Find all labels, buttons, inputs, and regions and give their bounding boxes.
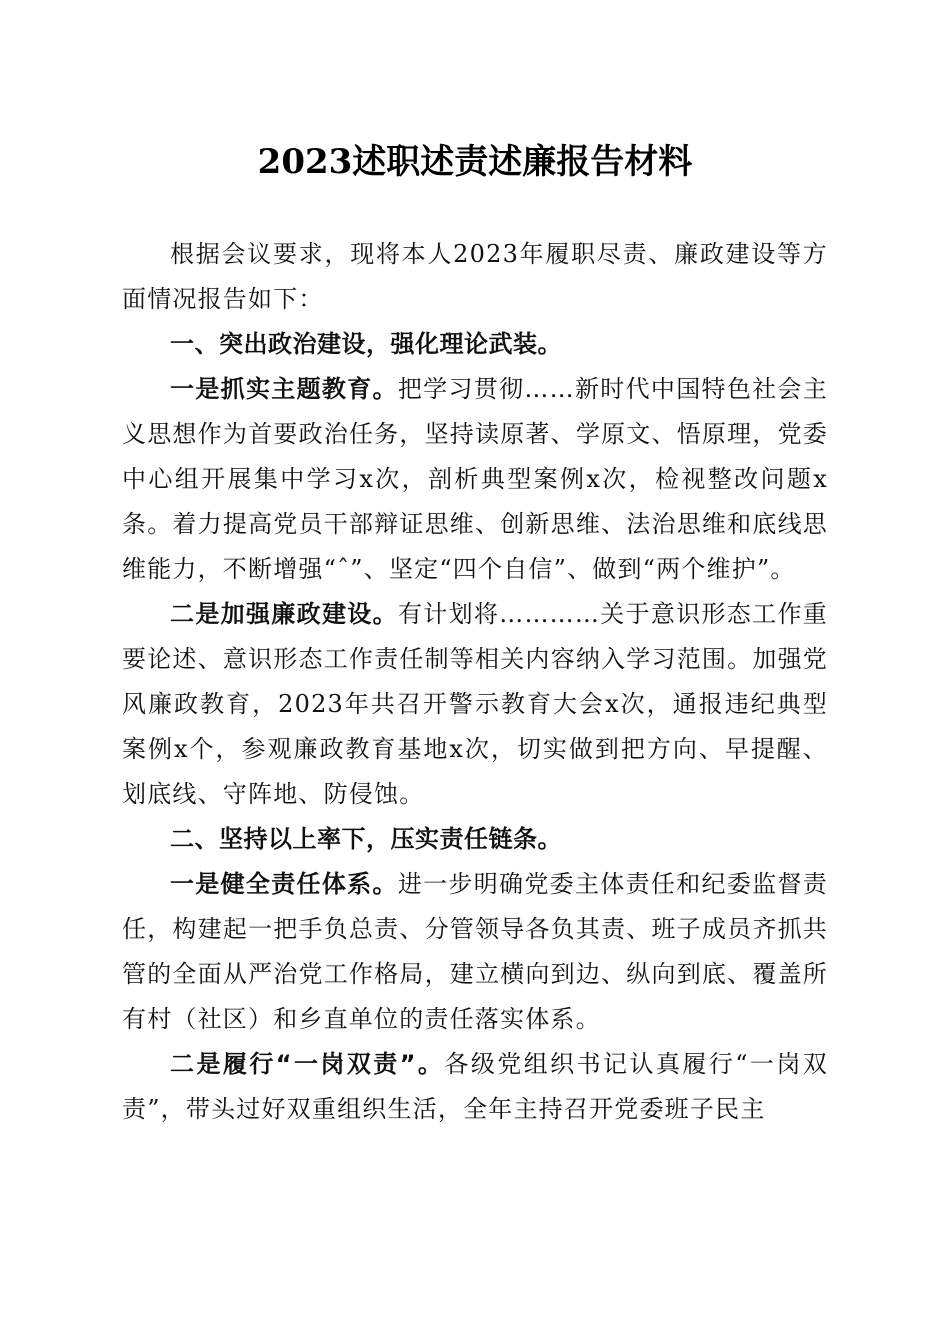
section-2-paragraph-2-lead: 二是履行“一岗双责”。 — [170, 1050, 445, 1078]
section-2-heading: 二、坚持以上率下，压实责任链条。 — [170, 825, 562, 853]
section-2-paragraph-1-lead: 一是健全责任体系。 — [170, 870, 398, 898]
section-1-paragraph-2-lead: 二是加强廉政建设。 — [170, 600, 398, 628]
document-title: 2023述职述责述廉报告材料 — [257, 142, 693, 182]
section-1-paragraph-1 — [122, 367, 828, 592]
section-2-paragraph-1-body: 进一步明确党委主体责任和纪委监督责任，构建起一把手负总责、分管领导各负其责、班子成员齐抓共管的全面从严治党工作格局，建立横向到边、纵向到底、覆盖所有村（社区）和乡直单位的责任落实体系。 — [122, 870, 828, 1033]
intro-paragraph: 根据会议要求，现将本人2023年履职尽责、廉政建设等方面情况报告如下： — [122, 240, 828, 313]
section-2-paragraph-1 — [122, 862, 828, 1042]
document-body — [122, 232, 828, 1132]
section-1-paragraph-1-body: 把学习贯彻……新时代中国特色社会主义思想作为首要政治任务，坚持读原著、学原文、悟原理，党委中心组开展集中学习x次，剖析典型案例x次，检视整改问题x条。着力提高党员干部辩证思维、创新思维、法治思维和底线思维能力，不断增强“ˆ”、坚定“四个自信”、做到“两个维护”。 — [122, 375, 828, 583]
section-2-paragraph-2 — [122, 1042, 828, 1132]
section-2-paragraph-2-body: 各级党组织书记认真履行“一岗双责”，带头过好双重组织生活，全年主持召开党委班子民主 — [122, 1050, 828, 1123]
section-1-paragraph-1-lead: 一是抓实主题教育。 — [170, 375, 398, 403]
section-1-paragraph-2-body: 有计划将…………关于意识形态工作重要论述、意识形态工作责任制等相关内容纳入学习范围。加强党风廉政教育，2023年共召开警示教育大会x次，通报违纪典型案例x个，参观廉政教育基地x次，切实做到把方向、早提醒、划底线、守阵地、防侵蚀。 — [122, 600, 828, 808]
section-1-paragraph-2 — [122, 592, 828, 817]
section-1-heading: 一、突出政治建设，强化理论武装。 — [170, 330, 562, 358]
